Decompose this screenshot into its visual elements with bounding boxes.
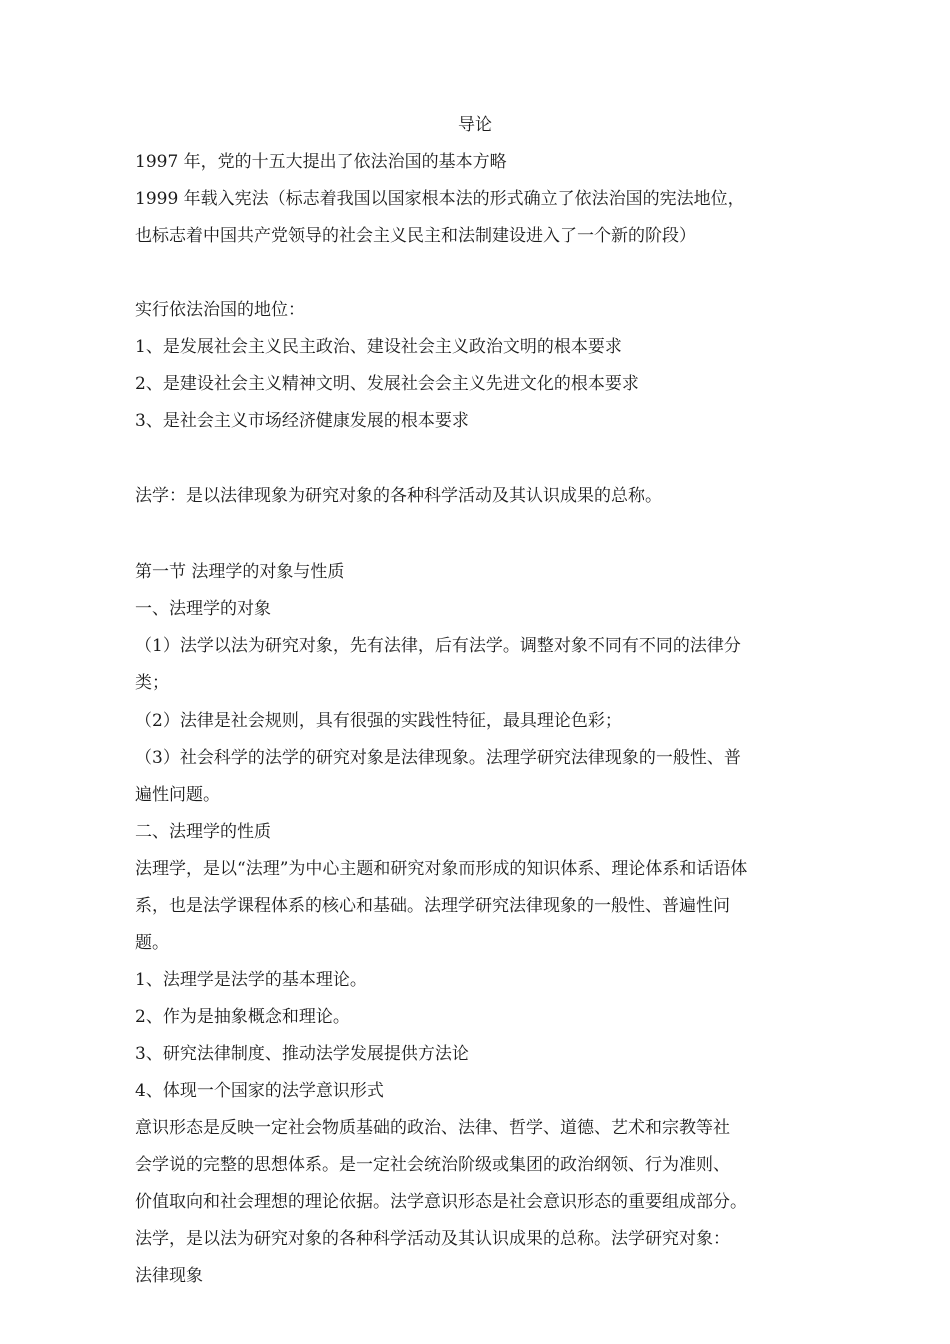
nature-item: 1、法理学是法学的基本理论。 [135, 970, 367, 990]
nature-paragraph-line: 法理学，是以“法理”为中心主题和研究对象而形成的知识体系、理论体系和话语体 [135, 859, 748, 879]
object-item: 类； [135, 673, 169, 693]
law-definition: 法学：是以法律现象为研究对象的各种科学活动及其认识成果的总称。 [135, 486, 662, 506]
status-item: 1、是发展社会主义民主政治、建设社会主义政治文明的根本要求 [135, 337, 622, 357]
nature-item: 4、体现一个国家的法学意识形式 [135, 1081, 384, 1101]
object-item: （2）法律是社会规则，具有很强的实践性特征，最具理论色彩； [135, 711, 622, 731]
nature-paragraph-line: 题。 [135, 933, 169, 953]
ideology-paragraph-line: 法律现象 [135, 1266, 203, 1286]
nature-item: 3、研究法律制度、推动法学发展提供方法论 [135, 1044, 469, 1064]
ideology-paragraph-line: 价值取向和社会理想的理论依据。法学意识形态是社会意识形态的重要组成部分。 [135, 1192, 747, 1212]
status-item: 3、是社会主义市场经济健康发展的根本要求 [135, 411, 469, 431]
nature-item: 2、作为是抽象概念和理论。 [135, 1007, 350, 1027]
object-item: （1）法学以法为研究对象，先有法律，后有法学。调整对象不同有不同的法律分 [135, 636, 741, 656]
status-heading: 实行依法治国的地位： [135, 300, 305, 320]
subsection-heading-object: 一、法理学的对象 [135, 599, 271, 619]
page-title: 导论 [458, 115, 492, 135]
ideology-paragraph-line: 法学，是以法为研究对象的各种科学活动及其认识成果的总称。法学研究对象： [135, 1229, 730, 1249]
intro-line-1: 1997 年，党的十五大提出了依法治国的基本方略 [135, 152, 507, 172]
section-heading: 第一节 法理学的对象与性质 [135, 562, 345, 582]
object-item: 遍性问题。 [135, 785, 220, 805]
status-item: 2、是建设社会主义精神文明、发展社会会主义先进文化的根本要求 [135, 374, 639, 394]
intro-line-3: 也标志着中国共产党领导的社会主义民主和法制建设进入了一个新的阶段） [135, 226, 696, 246]
ideology-paragraph-line: 会学说的完整的思想体系。是一定社会统治阶级或集团的政治纲领、行为准则、 [135, 1155, 730, 1175]
object-item: （3）社会科学的法学的研究对象是法律现象。法理学研究法律现象的一般性、普 [135, 748, 741, 768]
nature-paragraph-line: 系，也是法学课程体系的核心和基础。法理学研究法律现象的一般性、普遍性问 [135, 896, 730, 916]
ideology-paragraph-line: 意识形态是反映一定社会物质基础的政治、法律、哲学、道德、艺术和宗教等社 [135, 1118, 730, 1138]
subsection-heading-nature: 二、法理学的性质 [135, 822, 271, 842]
intro-line-2: 1999 年载入宪法（标志着我国以国家根本法的形式确立了依法治国的宪法地位， [135, 189, 745, 209]
